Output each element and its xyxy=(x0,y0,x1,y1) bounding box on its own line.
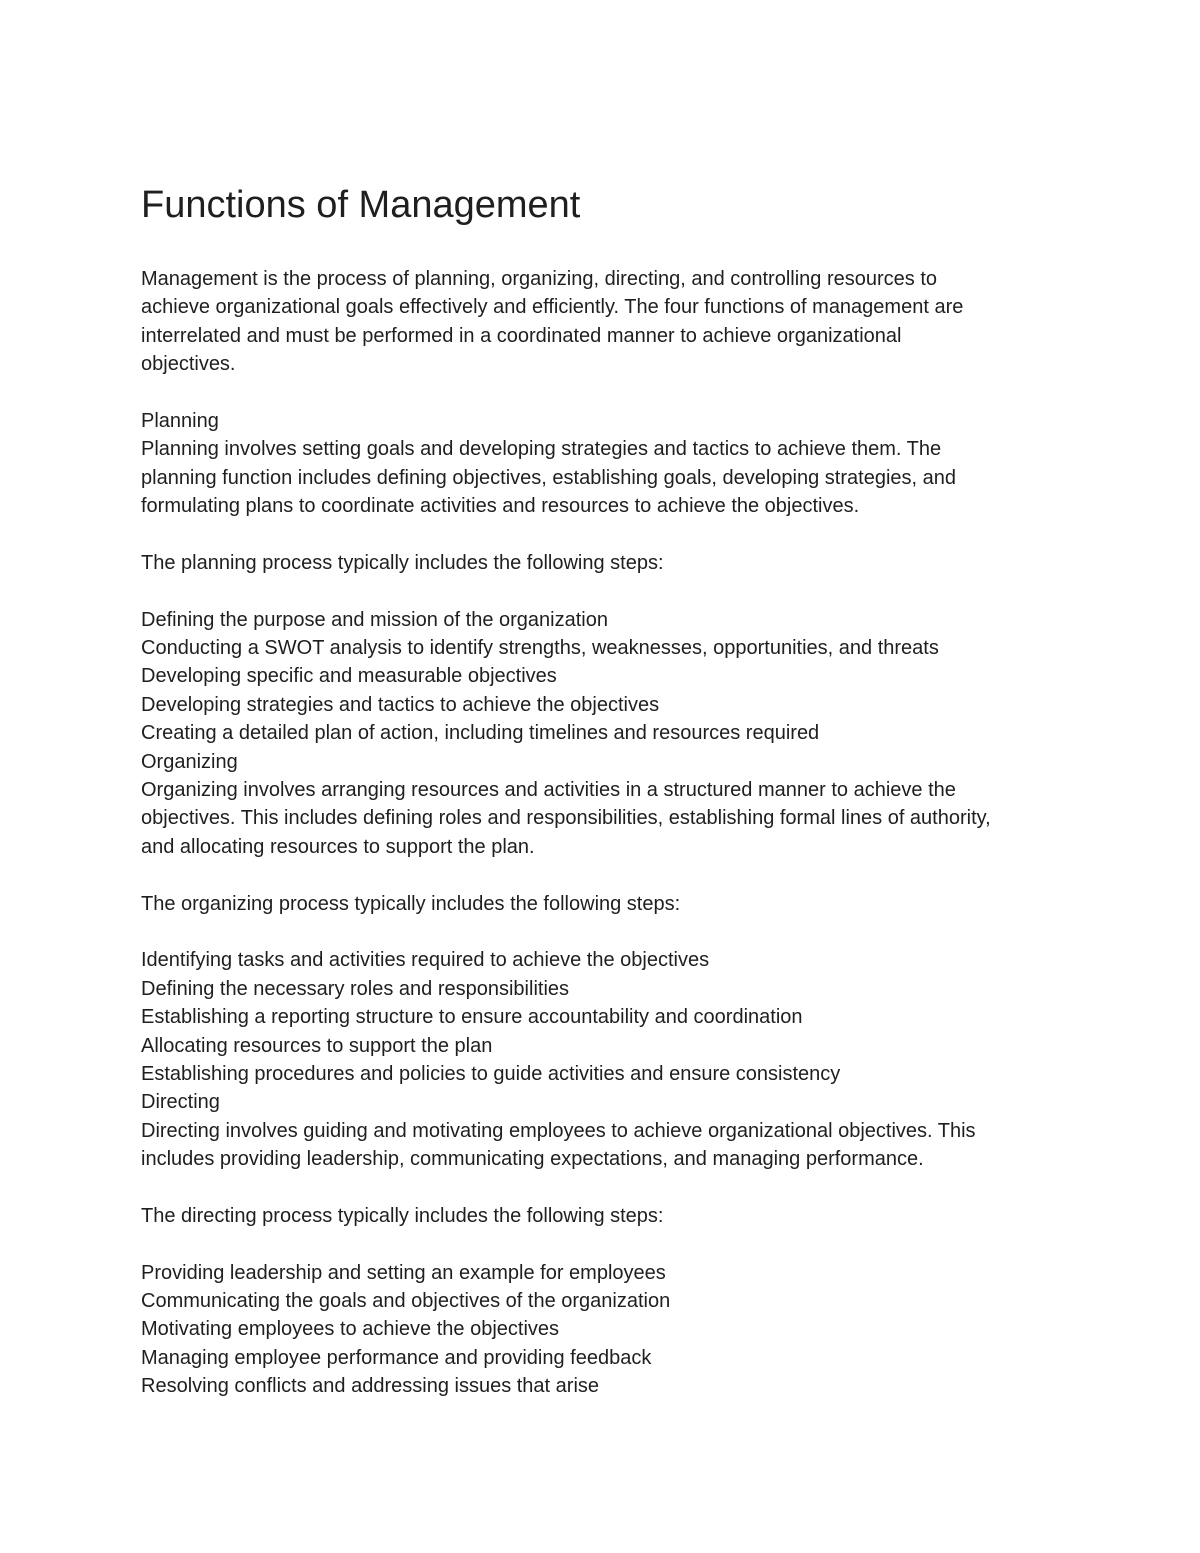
organizing-step: Identifying tasks and activities required to achieve the objectives xyxy=(141,949,710,972)
intro-line: achieve organizational goals effectively and efficiently. The four functions of management are xyxy=(141,296,964,319)
intro-line: objectives. xyxy=(141,353,236,376)
planning-section xyxy=(141,407,1081,748)
organizing-step: Allocating resources to support the plan xyxy=(141,1034,493,1057)
organizing-description-line: Organizing involves arranging resources and activities in a structured manner to achieve the xyxy=(141,779,956,802)
planning-step: Conducting a SWOT analysis to identify strengths, weaknesses, opportunities, and threats xyxy=(141,637,939,660)
planning-description-line: formulating plans to coordinate activities and resources to achieve the objectives. xyxy=(141,495,860,518)
section-heading-planning: Planning xyxy=(141,409,219,432)
organizing-description-line: and allocating resources to support the plan. xyxy=(141,835,535,858)
blank-line xyxy=(141,1230,1081,1258)
blank-line xyxy=(141,521,1081,549)
planning-step: Defining the purpose and mission of the organization xyxy=(141,608,608,631)
planning-step: Developing specific and measurable objectives xyxy=(141,665,557,688)
document-title: Functions of Management xyxy=(141,184,581,226)
directing-step: Providing leadership and setting an example for employees xyxy=(141,1261,666,1284)
organizing-step: Defining the necessary roles and responsibilities xyxy=(141,977,570,1000)
planning-description-line: planning function includes defining objectives, establishing goals, developing strategies, and xyxy=(141,466,956,489)
directing-step: Communicating the goals and objectives of the organization xyxy=(141,1290,671,1313)
blank-line xyxy=(141,861,1081,889)
organizing-process-intro: The organizing process typically includes the following steps: xyxy=(141,892,681,915)
directing-description-line: Directing involves guiding and motivating employees to achieve organizational objectives. This xyxy=(141,1119,976,1142)
directing-step: Motivating employees to achieve the objectives xyxy=(141,1318,560,1341)
section-heading-directing: Directing xyxy=(141,1091,220,1114)
document-body xyxy=(141,265,1081,1401)
intro-line: interrelated and must be performed in a coordinated manner to achieve organizational xyxy=(141,324,902,347)
planning-step: Developing strategies and tactics to achieve the objectives xyxy=(141,693,660,716)
intro-paragraph xyxy=(141,265,1081,379)
directing-process-intro: The directing process typically includes the following steps: xyxy=(141,1204,664,1227)
blank-line xyxy=(141,577,1081,605)
directing-step: Managing employee performance and providing feedback xyxy=(141,1346,652,1369)
directing-description-line: includes providing leadership, communicating expectations, and managing performance. xyxy=(141,1148,924,1171)
section-heading-organizing: Organizing xyxy=(141,750,238,773)
planning-process-intro: The planning process typically includes the following steps: xyxy=(141,551,664,574)
planning-description-line: Planning involves setting goals and developing strategies and tactics to achieve them. The xyxy=(141,438,942,461)
directing-section xyxy=(141,1088,1081,1400)
organizing-section xyxy=(141,748,1081,1089)
directing-step: Resolving conflicts and addressing issues that arise xyxy=(141,1375,600,1398)
blank-line xyxy=(141,1174,1081,1202)
organizing-step: Establishing a reporting structure to ensure accountability and coordination xyxy=(141,1006,803,1029)
organizing-step: Establishing procedures and policies to guide activities and ensure consistency xyxy=(141,1062,841,1085)
blank-line xyxy=(141,918,1081,946)
intro-line: Management is the process of planning, organizing, directing, and controlling resources to xyxy=(141,268,938,290)
blank-line xyxy=(141,379,1081,407)
organizing-description-line: objectives. This includes defining roles and responsibilities, establishing formal lines of authority, xyxy=(141,807,991,830)
planning-step: Creating a detailed plan of action, including timelines and resources required xyxy=(141,722,820,745)
